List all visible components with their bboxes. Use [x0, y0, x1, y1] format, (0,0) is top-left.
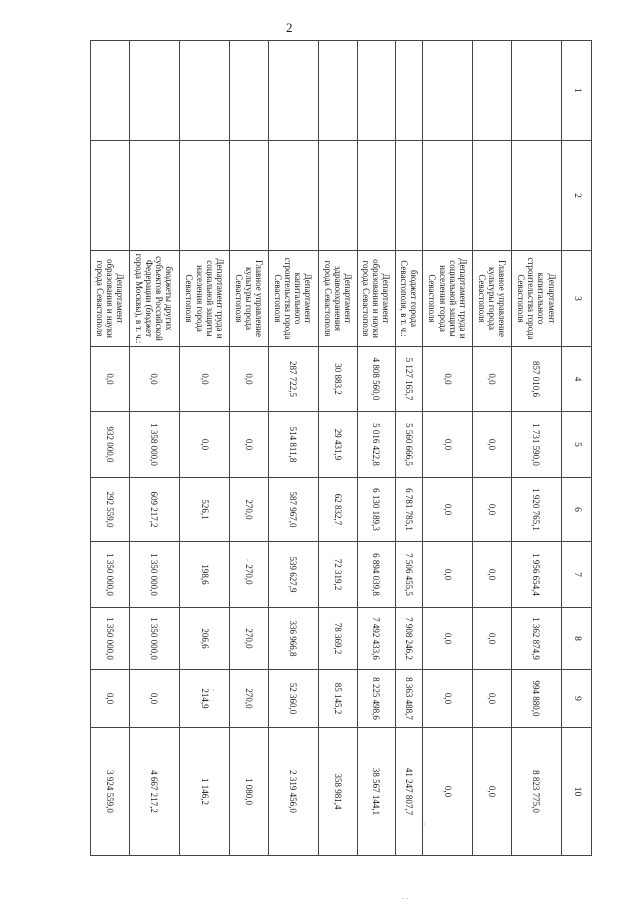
row-number-cell	[422, 41, 472, 141]
value-cell: 0,0	[422, 728, 472, 856]
value-cell: 0,0	[129, 670, 179, 728]
value-cell: 198,6	[179, 542, 229, 608]
value-cell: 0,0	[422, 412, 472, 478]
table-body	[91, 41, 592, 856]
row-label-cell: бюджеты других субъектов Российской Федерации (бюджет города Москвы), в т. ч.:	[129, 251, 179, 347]
value-cell: 0,0	[422, 542, 472, 608]
value-cell: 214,9	[179, 670, 229, 728]
value-cell: 270,0	[230, 478, 269, 542]
value-cell: 5 016 422,8	[357, 412, 396, 478]
value-cell: 1 956 654,4	[511, 542, 561, 608]
page-number: 2	[286, 20, 293, 35]
value-cell: 1 920 765,1	[511, 478, 561, 542]
row-number-cell	[91, 41, 130, 141]
value-cell: 270,0	[230, 542, 269, 608]
value-cell: 0,0	[91, 347, 130, 412]
row-number-cell	[511, 41, 561, 141]
row-label-cell: Департамент капитального строительства города Севастополя	[268, 251, 318, 347]
value-cell: 72 319,2	[318, 542, 357, 608]
value-cell: 0,0	[473, 728, 512, 856]
header-cell: 7	[562, 542, 592, 608]
value-cell: 1 146,2	[179, 728, 229, 856]
value-cell: 0,0	[422, 670, 472, 728]
header-cell: 8	[562, 608, 592, 670]
header-cell: 5	[562, 412, 592, 478]
value-cell: 0,0	[422, 608, 472, 670]
value-cell: 1 358 000,0	[129, 412, 179, 478]
row-code-cell	[396, 141, 423, 251]
row-code-cell	[357, 141, 396, 251]
row-code-cell	[91, 141, 130, 251]
value-cell: 7 492 433,6	[357, 608, 396, 670]
value-cell: 30 883,2	[318, 347, 357, 412]
table-row	[511, 41, 561, 856]
value-cell: 857 010,6	[511, 347, 561, 412]
row-label-cell: Главное управление культуры города Севастополя	[473, 251, 512, 347]
value-cell: 0,0	[179, 412, 229, 478]
value-cell: 5 127 165,7	[396, 347, 423, 412]
value-cell: 29 431,9	[318, 412, 357, 478]
header-cell: 3	[562, 251, 592, 347]
value-cell: 0,0	[91, 670, 130, 728]
value-cell: 287 722,5	[268, 347, 318, 412]
value-cell: 514 811,8	[268, 412, 318, 478]
value-cell: 8 823 775,0	[511, 728, 561, 856]
value-cell: 1 350 000,0	[129, 542, 179, 608]
table-row	[129, 41, 179, 856]
row-code-cell	[230, 141, 269, 251]
row-label-cell: бюджет города Севастополя, в т. ч.:	[396, 251, 423, 347]
row-label-cell: Департамент труда и социальной защиты населения города Севастополя	[422, 251, 472, 347]
value-cell: 1 350 000,0	[91, 608, 130, 670]
value-cell: 0,0	[473, 670, 512, 728]
table-header-row	[562, 41, 592, 856]
row-label-cell: Главное управление культуры города Севастополя	[230, 251, 269, 347]
row-number-cell	[230, 41, 269, 141]
value-cell: 0,0	[230, 412, 269, 478]
value-cell: 0,0	[422, 347, 472, 412]
row-number-cell	[268, 41, 318, 141]
row-code-cell	[179, 141, 229, 251]
value-cell: 52 360,0	[268, 670, 318, 728]
value-cell: 526,1	[179, 478, 229, 542]
value-cell: 609 217,2	[129, 478, 179, 542]
value-cell: 1 731 590,0	[511, 412, 561, 478]
row-label-cell: Департамент образования и науки города Севастополя	[91, 251, 130, 347]
value-cell: 0,0	[129, 347, 179, 412]
value-cell: 270,0	[230, 608, 269, 670]
value-cell: 6 130 189,3	[357, 478, 396, 542]
table-row	[268, 41, 318, 856]
table-row	[422, 41, 472, 856]
header-cell: 10	[562, 728, 592, 856]
value-cell: 358 981,4	[318, 728, 357, 856]
value-cell: 206,6	[179, 608, 229, 670]
table-row	[91, 41, 130, 856]
value-cell: 2 319 456,0	[268, 728, 318, 856]
row-number-cell	[318, 41, 357, 141]
value-cell: 85 145,2	[318, 670, 357, 728]
value-cell: 0,0	[422, 478, 472, 542]
value-cell: 8 225 498,6	[357, 670, 396, 728]
value-cell: 3 924 559,0	[91, 728, 130, 856]
value-cell: 292 559,0	[91, 478, 130, 542]
value-cell: 6 781 785,1	[396, 478, 423, 542]
row-code-cell	[422, 141, 472, 251]
row-label-cell: Департамент здравоохранения города Севастополя	[318, 251, 357, 347]
value-cell: 7 908 246,2	[396, 608, 423, 670]
value-cell: 994 880,0	[511, 670, 561, 728]
value-cell: 4 667 217,2	[129, 728, 179, 856]
value-cell: 38 567 144,1	[357, 728, 396, 856]
row-number-cell	[396, 41, 423, 141]
value-cell: 6 894 039,8	[357, 542, 396, 608]
value-cell: 8 363 488,7	[396, 670, 423, 728]
row-code-cell	[129, 141, 179, 251]
value-cell: 0,0	[473, 478, 512, 542]
value-cell: 5 560 666,5	[396, 412, 423, 478]
value-cell: 62 832,7	[318, 478, 357, 542]
table-row	[230, 41, 269, 856]
budget-table	[90, 40, 592, 856]
header-cell: 9	[562, 670, 592, 728]
value-cell: 41 247 807,7	[396, 728, 423, 856]
row-label-cell: Департамент капитального строительства города Севастополя	[511, 251, 561, 347]
row-code-cell	[268, 141, 318, 251]
value-cell: 0,0	[473, 542, 512, 608]
value-cell: 4 808 560,0	[357, 347, 396, 412]
rotated-table-wrapper	[90, 40, 592, 855]
value-cell: 0,0	[179, 347, 229, 412]
header-cell: 1	[562, 41, 592, 141]
row-code-cell	[511, 141, 561, 251]
table-row	[396, 41, 423, 856]
value-cell: 587 967,0	[268, 478, 318, 542]
value-cell: 1 362 874,9	[511, 608, 561, 670]
value-cell: 1 350 000,0	[91, 542, 130, 608]
row-label-cell: Департамент образования и науки города Севастополя	[357, 251, 396, 347]
table-row	[357, 41, 396, 856]
row-code-cell	[318, 141, 357, 251]
value-cell: 932 000,0	[91, 412, 130, 478]
value-cell: 78 369,2	[318, 608, 357, 670]
value-cell: 270,0	[230, 670, 269, 728]
row-number-cell	[357, 41, 396, 141]
row-code-cell	[473, 141, 512, 251]
row-number-cell	[129, 41, 179, 141]
value-cell: 0,0	[230, 347, 269, 412]
value-cell: 1 080,0	[230, 728, 269, 856]
header-cell: 2	[562, 141, 592, 251]
table-row	[318, 41, 357, 856]
value-cell: 0,0	[473, 412, 512, 478]
value-cell: 0,0	[473, 608, 512, 670]
row-number-cell	[473, 41, 512, 141]
row-label-cell: Департамент труда и социальной защиты населения города Севастополя	[179, 251, 229, 347]
value-cell: 0,0	[473, 347, 512, 412]
value-cell: 539 627,9	[268, 542, 318, 608]
table-row	[179, 41, 229, 856]
value-cell: 1 350 000,0	[129, 608, 179, 670]
value-cell: 7 506 455,5	[396, 542, 423, 608]
header-cell: 6	[562, 478, 592, 542]
value-cell: 336 966,8	[268, 608, 318, 670]
header-cell: 4	[562, 347, 592, 412]
table-row	[473, 41, 512, 856]
row-number-cell	[179, 41, 229, 141]
